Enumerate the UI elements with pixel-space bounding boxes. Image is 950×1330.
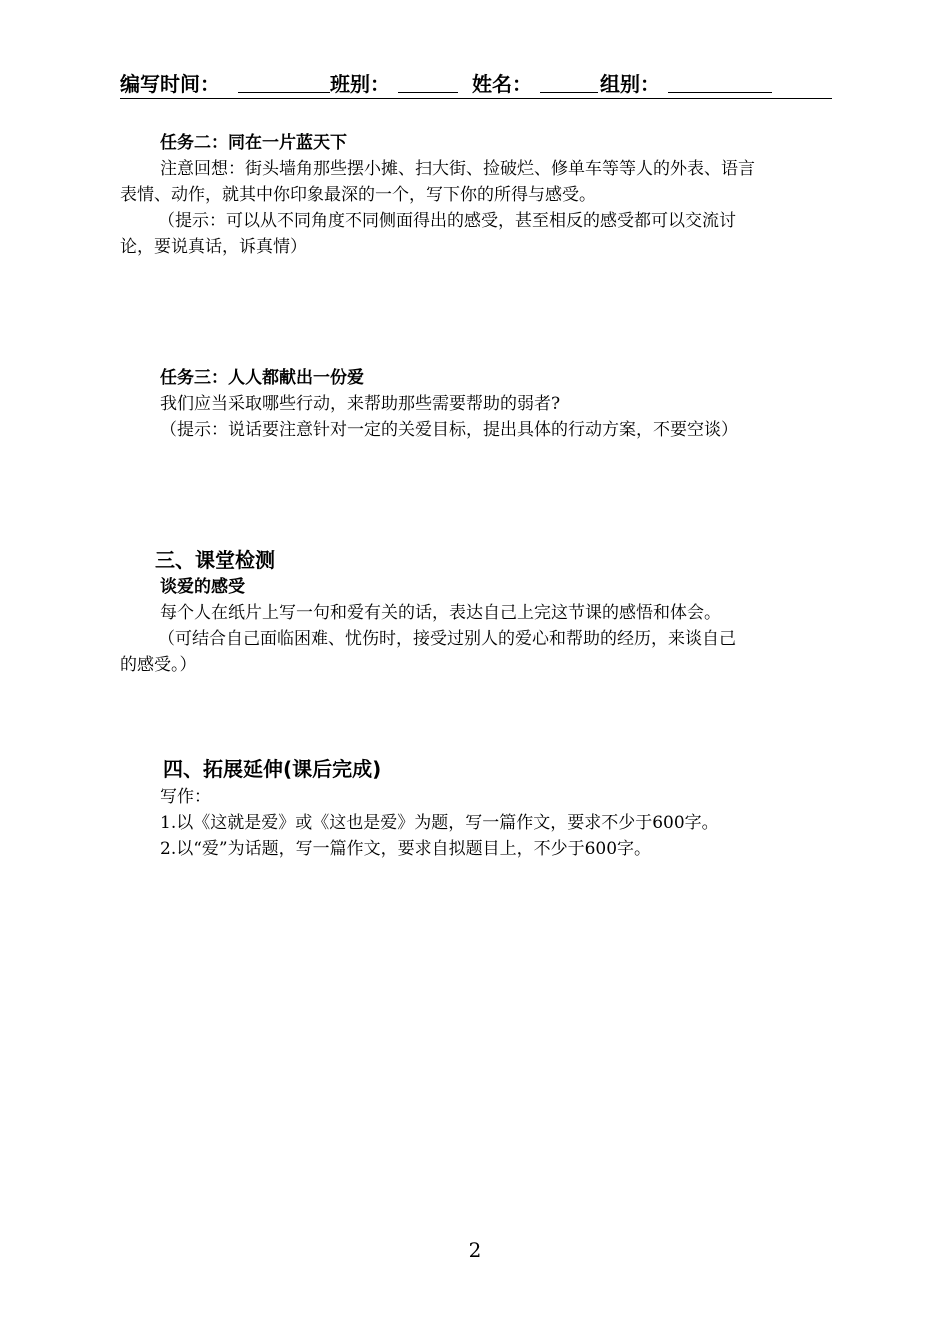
page-number: 2 [468,1238,482,1262]
task2-title: 任务二：同在一片蓝天下 [160,133,347,153]
section3-heading: 三、课堂检测 [155,548,275,572]
class-blank [398,92,458,93]
task3-title: 任务三：人人都献出一份爱 [160,368,364,388]
time-blank [238,92,330,93]
time-label: 编写时间： [120,72,220,96]
task2-hint-line2: 论，要说真话，诉真情） [120,237,307,257]
name-label: 姓名： [472,72,532,96]
header-info-line [120,70,832,99]
section4-item2: 2.以“爱”为话题，写一篇作文，要求自拟题目上，不少于600字。 [160,839,652,859]
section3-subtitle: 谈爱的感受 [160,577,245,597]
task3-text-line1: 我们应当采取哪些行动，来帮助那些需要帮助的弱者? [160,394,561,414]
section4-item1: 1.以《这就是爱》或《这也是爱》为题，写一篇作文，要求不少于600字。 [160,813,719,833]
group-label: 组别： [600,72,660,96]
task3-hint-line1: （提示：说话要注意针对一定的关爱目标，提出具体的行动方案，不要空谈） [160,420,738,440]
section3-hint-line2: 的感受。） [120,655,197,675]
section4-writing-label: 写作： [160,787,211,807]
task2-text-line2: 表情、动作，就其中你印象最深的一个，写下你的所得与感受。 [120,185,596,205]
class-label: 班别： [330,72,390,96]
name-blank [540,92,598,93]
section3-hint-line1: （可结合自己面临困难、忧伤时，接受过别人的爱心和帮助的经历，来谈自己 [158,629,736,649]
section4-heading: 四、拓展延伸(课后完成) [163,757,382,781]
task2-text-line1: 注意回想：街头墙角那些摆小摊、扫大街、捡破烂、修单车等等人的外表、语言 [160,159,755,179]
task2-hint-line1: （提示：可以从不同角度不同侧面得出的感受，甚至相反的感受都可以交流讨 [158,211,736,231]
section3-text-line1: 每个人在纸片上写一句和爱有关的话，表达自己上完这节课的感悟和体会。 [160,603,721,623]
group-blank [668,92,772,93]
